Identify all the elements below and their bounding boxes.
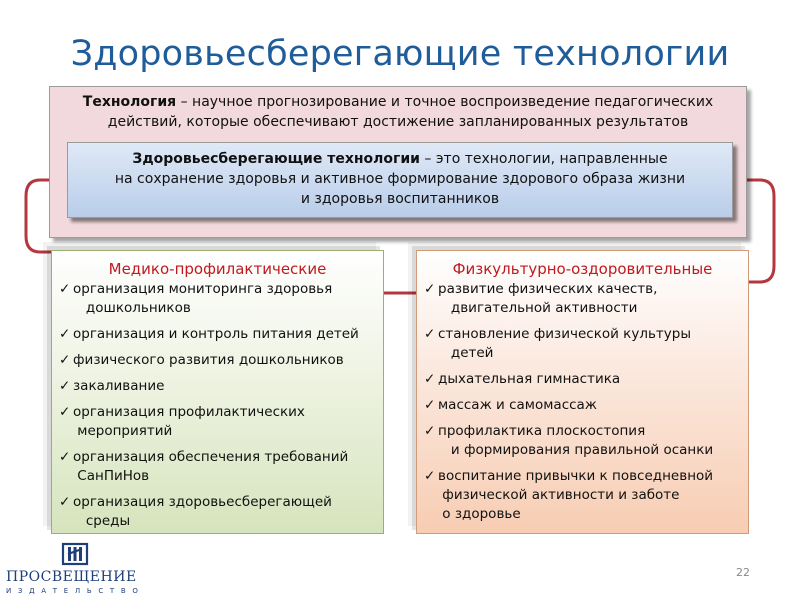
health-saving-definition-line1: – это технологии, направленные <box>419 151 668 167</box>
checkmark-icon: ✓ <box>424 371 436 387</box>
list-item: ✓ организация обеспечения требований СанПиНов <box>59 449 349 484</box>
physical-wellness-heading: Физкультурно-оздоровительные <box>452 260 713 278</box>
list-item: ✓ организация профилактических мероприятий <box>59 404 305 439</box>
list-item: ✓ воспитание привычки к повседневной физической активности и заботе о здоровье <box>424 468 714 522</box>
technology-definition-line2: действий, которые обеспечивают достижение запланированных результатов <box>107 114 689 130</box>
medical-preventive-list <box>59 280 377 538</box>
health-saving-definition-text <box>68 149 732 209</box>
list-item: ✓ организация здоровьесберегающей среды <box>59 494 332 529</box>
checkmark-icon: ✓ <box>424 326 436 342</box>
list-item: ✓ массаж и самомассаж <box>424 397 597 413</box>
checkmark-icon: ✓ <box>59 449 71 465</box>
checkmark-icon: ✓ <box>59 281 71 297</box>
publisher-emblem-icon <box>61 541 89 567</box>
technology-term: Технология <box>82 94 177 110</box>
medical-preventive-panel <box>51 250 384 534</box>
list-item: ✓ закаливание <box>59 378 165 394</box>
list-item: ✓ дыхательная гимнастика <box>424 371 621 387</box>
checkmark-icon: ✓ <box>424 397 436 413</box>
list-item: ✓ физического развития дошкольников <box>59 352 344 368</box>
technology-definition-text <box>50 92 746 132</box>
slide-title: Здоровьесберегающие технологии <box>70 34 730 74</box>
technology-definition-line1: – научное прогнозирование и точное воспроизведение педагогических <box>176 94 714 110</box>
publisher-logo <box>4 541 144 597</box>
list-item: ✓ становление физической культуры детей <box>424 326 691 361</box>
checkmark-icon: ✓ <box>59 326 71 342</box>
checkmark-icon: ✓ <box>424 423 436 439</box>
checkmark-icon: ✓ <box>424 468 436 484</box>
checkmark-icon: ✓ <box>59 352 71 368</box>
health-saving-definition-box <box>67 142 733 218</box>
checkmark-icon: ✓ <box>424 281 436 297</box>
checkmark-icon: ✓ <box>59 404 71 420</box>
publisher-subtitle: ИЗДАТЕЛЬСТВО <box>6 587 145 595</box>
list-item: ✓ организация и контроль питания детей <box>59 326 359 342</box>
page-number: 22 <box>736 566 750 579</box>
health-saving-term: Здоровьесберегающие технологии <box>132 151 420 167</box>
checkmark-icon: ✓ <box>59 494 71 510</box>
physical-wellness-panel <box>416 250 749 534</box>
list-item: ✓ профилактика плоскостопия и формирования правильной осанки <box>424 423 714 458</box>
list-item: ✓ развитие физических качеств, двигательной активности <box>424 281 658 316</box>
health-saving-definition-line3: и здоровья воспитанников <box>300 191 500 207</box>
physical-wellness-list <box>424 280 742 531</box>
medical-preventive-heading: Медико-профилактические <box>108 260 327 278</box>
health-saving-definition-line2: на сохранение здоровья и активное формирование здорового образа жизни <box>114 171 686 187</box>
list-item: ✓ организация мониторинга здоровья дошкольников <box>59 281 333 316</box>
checkmark-icon: ✓ <box>59 378 71 394</box>
publisher-name: ПРОСВЕЩЕНИЕ <box>6 569 137 585</box>
